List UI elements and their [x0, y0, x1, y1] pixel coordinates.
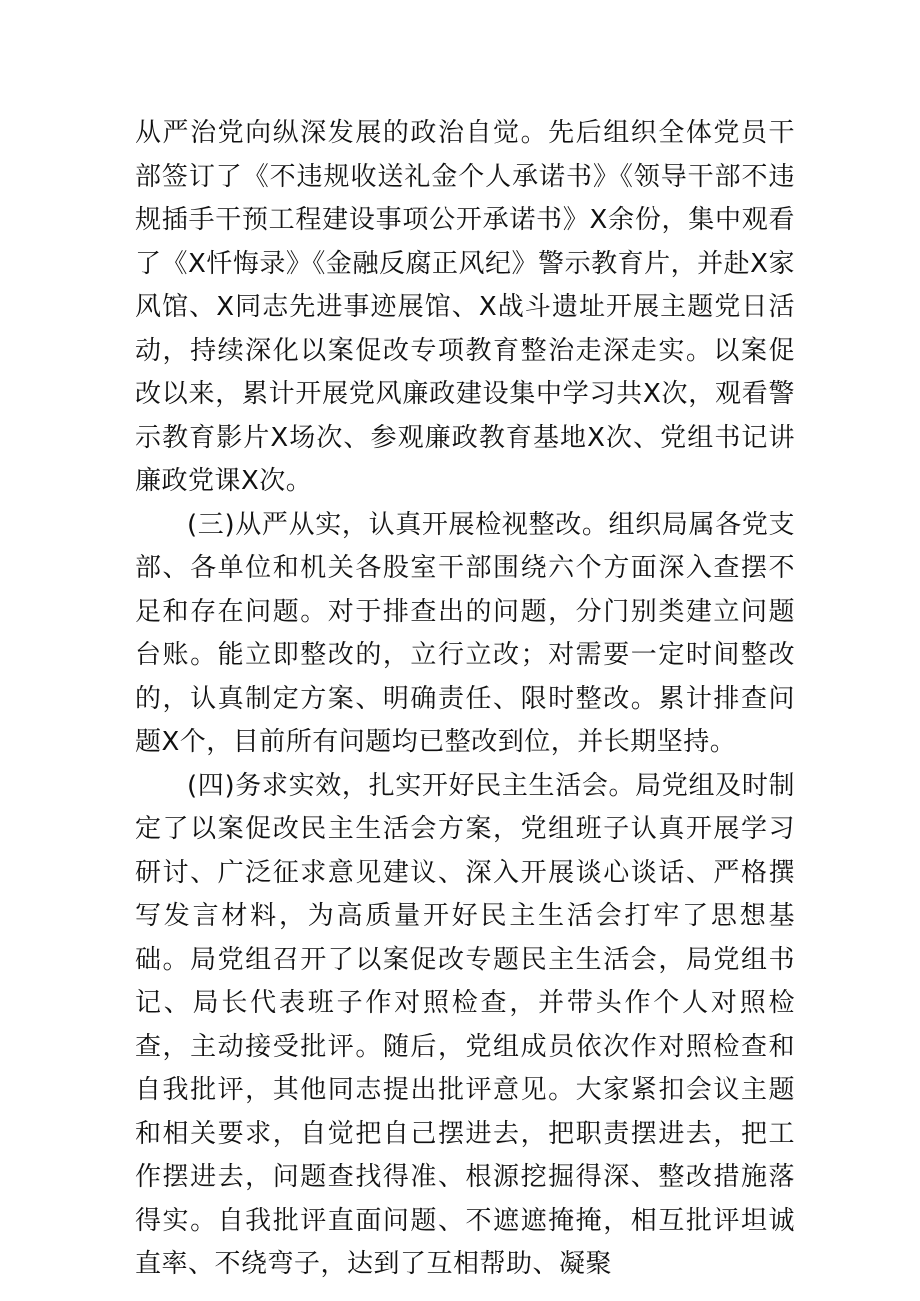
paragraph-section-four: (四)务求实效，扎实开好民主生活会。局党组及时制定了以案促改民主生活会方案，党组班子认真开展学习研讨、广泛征求意见建议、深入开展谈心谈话、严格撰写发言材料，为高质量开好民主生活会打牢了思想基础。局党组召开了以案促改专题民主生活会，局党组书记、局长代表班子作对照检查，并带头作个人对照检查，主动接受批评。随后，党组成员依次作对照检查和自我批评，其他同志提出批评意见。大家紧扣会议主题和相关要求，自觉把自己摆进去，把职责摆进去，把工作摆进去，问题查找得准、根源挖掘得深、整改措施落得实。自我批评直面问题、不遮遮掩掩，相互批评坦诚直率、不绕弯子，达到了互相帮助、凝聚 [135, 770, 795, 1279]
document-body [135, 112, 795, 1287]
paragraph-section-three: (三)从严从实，认真开展检视整改。组织局属各党支部、各单位和机关各股室干部围绕六个方面深入查摆不足和存在问题。对于排查出的问题，分门别类建立问题台账。能立即整改的，立行立改；对需要一定时间整改的，认真制定方案、明确责任、限时整改。累计排查问题X个，目前所有问题均已整改到位，并长期坚持。 [135, 509, 795, 757]
paragraph-continued: 从严治党向纵深发展的政治自觉。先后组织全体党员干部签订了《不违规收送礼金个人承诺书》《领导干部不违规插手干预工程建设事项公开承诺书》X余份，集中观看了《X忏悔录》《金融反腐正风纪》警示教育片，并赴X家风馆、X同志先进事迹展馆、X战斗遗址开展主题党日活动，持续深化以案促改专项教育整治走深走实。以案促改以来，累计开展党风廉政建设集中学习共X次，观看警示教育影片X场次、参观廉政教育基地X次、党组书记讲廉政党课X次。 [135, 118, 795, 496]
